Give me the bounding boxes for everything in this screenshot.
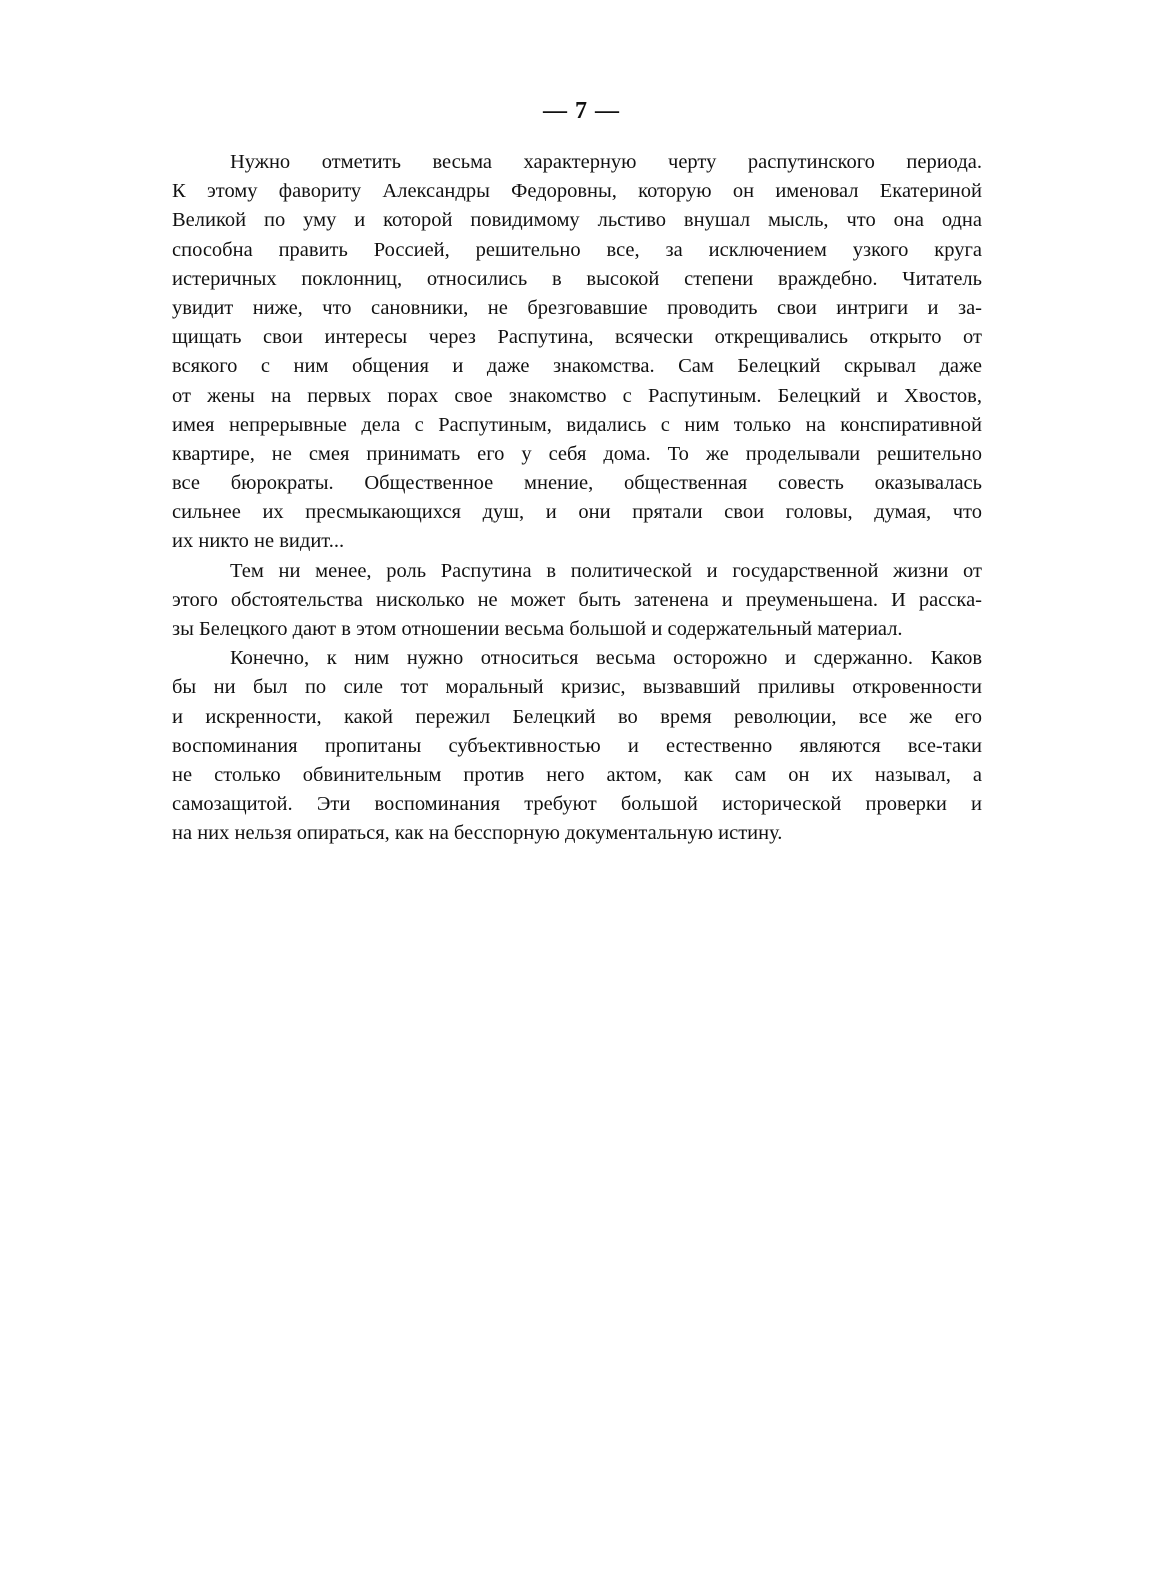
text-line: самозащитой. Эти воспоминания требуют большой исторической проверки и — [172, 793, 982, 816]
page-number: — 7 — — [543, 98, 620, 124]
body-text — [172, 148, 982, 849]
text-line: К этому фавориту Александры Федоровны, которую он именовал Екатериной — [172, 180, 982, 203]
text-line: воспоминания пропитаны субъективностью и естественно являются все-таки — [172, 734, 982, 757]
text-line: истеричных поклонниц, относились в высокой степени враждебно. Читатель — [172, 267, 982, 290]
paragraph-1 — [172, 148, 982, 557]
text-line: этого обстоятельства нисколько не может быть затенена и преуменьшена. И расска- — [172, 588, 982, 611]
text-line: увидит ниже, что сановники, не брезговавшие проводить свои интриги и за- — [172, 296, 982, 319]
text-line: имея непрерывные дела с Распутиным, видались с ним только на конспиративной — [172, 413, 982, 436]
text-line: от жены на первых порах свое знакомство с Распутиным. Белецкий и Хвостов, — [172, 384, 982, 407]
text-line: не столько обвинительным против него актом, как сам он их называл, а — [172, 763, 982, 786]
text-line: Конечно, к ним нужно относиться весьма осторожно и сдержанно. Каков — [230, 647, 982, 670]
text-line: всякого с ним общения и даже знакомства. Сам Белецкий скрывал даже — [172, 355, 982, 378]
text-line: все бюрократы. Общественное мнение, общественная совесть оказывалась — [172, 472, 982, 495]
text-line: их никто не видит... — [172, 530, 345, 553]
text-line: сильнее их пресмыкающихся душ, и они прятали свои головы, думая, что — [172, 501, 982, 524]
text-line: зы Белецкого дают в этом отношении весьма большой и содержательный материал. — [172, 618, 903, 640]
paragraph-3 — [172, 644, 982, 848]
paragraph-2 — [172, 557, 982, 645]
text-line: Нужно отметить весьма характерную черту распутинского периода. — [230, 151, 982, 173]
text-line: щищать свои интересы через Распутина, всячески открещивались открыто от — [172, 326, 982, 349]
text-line: и искренности, какой пережил Белецкий во время революции, все же его — [172, 705, 982, 728]
text-line: на них нельзя опираться, как на бесспорную документальную истину. — [172, 822, 783, 845]
text-line: способна править Россией, решительно все, за исключением узкого круга — [172, 238, 982, 261]
text-line: квартире, не смея принимать его у себя дома. То же проделывали решительно — [172, 442, 982, 465]
text-line: Великой по уму и которой повидимому льстиво внушал мысль, что она одна — [172, 209, 982, 232]
text-line: бы ни был по силе тот моральный кризис, вызвавший приливы откровенности — [172, 676, 982, 699]
text-line: Тем ни менее, роль Распутина в политической и государственной жизни от — [230, 559, 982, 582]
